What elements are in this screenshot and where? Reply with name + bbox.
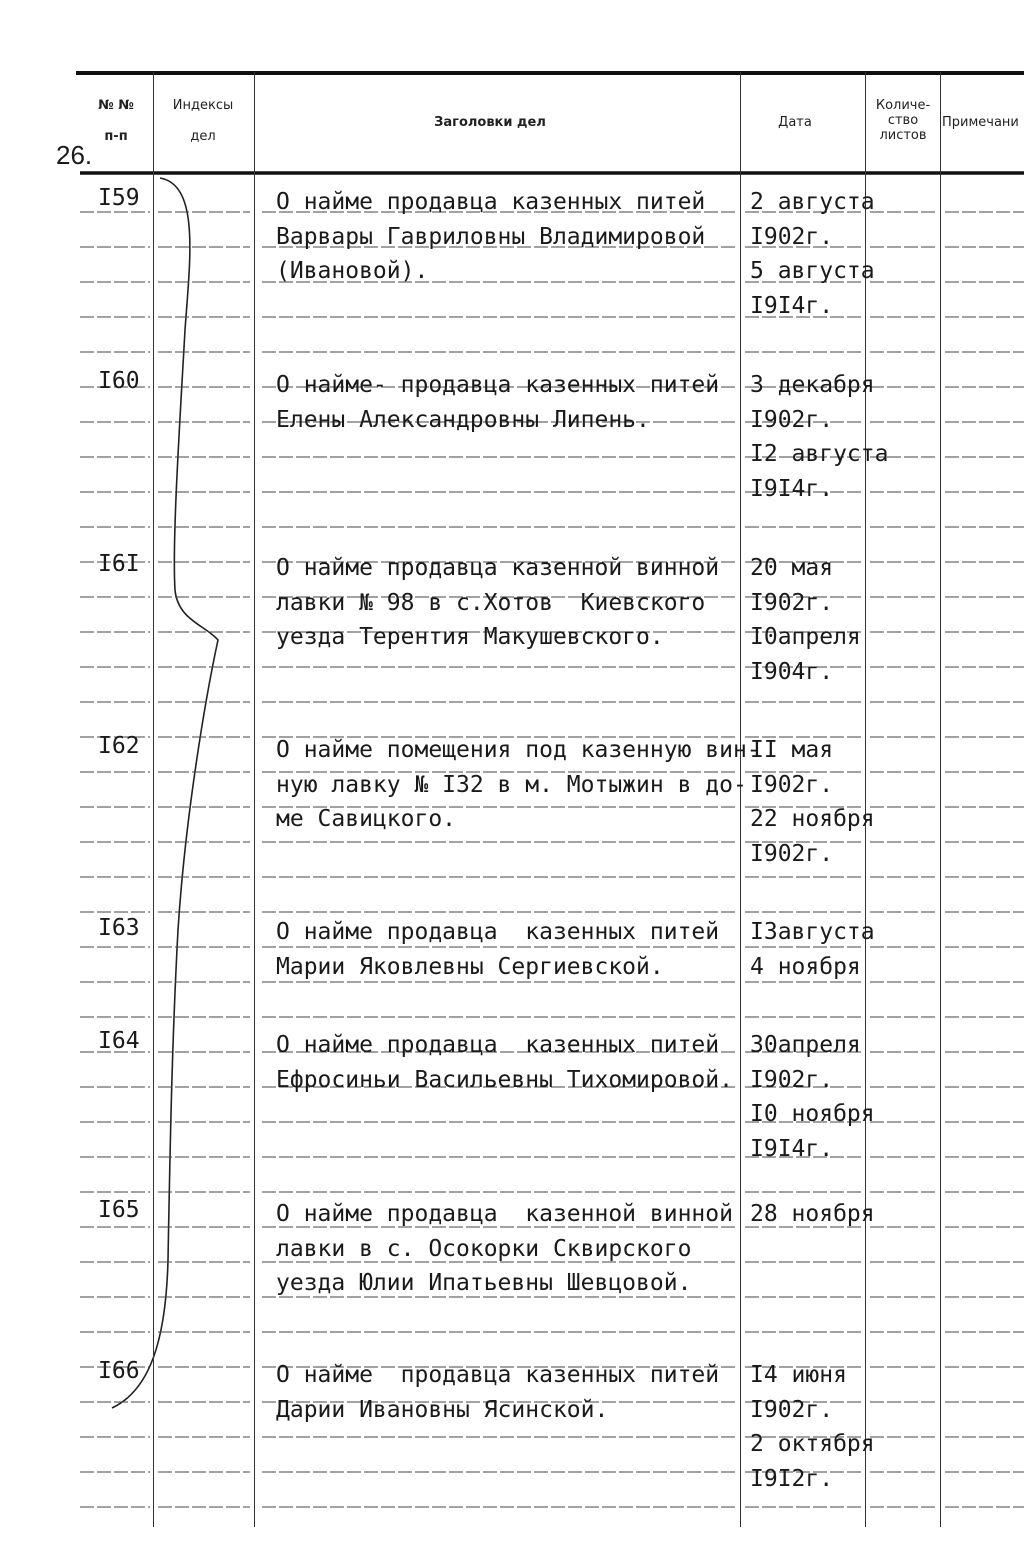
entry-title-line: Марии Яковлевны Сергиевской. [276,953,664,980]
entry-title-line: уезда Терентия Макушевского. [276,624,664,650]
header-date: Дата [778,115,812,130]
entry-title-line: О найме- продавца казенных питей [276,372,720,398]
entry-date-line: I902г. [750,1396,834,1423]
entry-date-line: I0 ноября [750,1101,875,1127]
column-divider [153,72,154,1527]
entry-date-line: I902г. [750,1066,834,1093]
entry-title-line: Ефросиньи Васильевны Тихомировой. [276,1066,733,1093]
entry-title-line: (Ивановой). [276,258,429,284]
entry-title-line: О найме продавца казенной винной [276,1201,733,1227]
column-divider [254,72,255,1527]
entry-date-line: I9I4г. [750,475,834,502]
entry-number: I59 [98,185,140,211]
entry-date-line: I2 августа [750,441,889,467]
entry-date-line: I904г. [750,658,834,685]
entry-number: I63 [98,915,140,941]
entry-date-line: I902г. [750,589,834,616]
entry-number: I62 [98,733,140,759]
entry-number: I66 [98,1358,140,1384]
header-index: Индексы дел [172,98,234,144]
header-count: Количе- ство листов [875,98,931,143]
entry-date-line: I4 июня [750,1362,847,1388]
entry-title-line: О найме продавца казенных питей [276,189,706,215]
entry-date-line: I902г. [750,223,834,250]
entry-date-line: I902г. [750,406,834,433]
entry-date-line: 2 октября [750,1431,875,1457]
entry-date-line: 4 ноября [750,953,861,980]
header-note: Примечани [942,115,1019,130]
page-number: 26. [56,140,93,170]
entry-title-line: Варвары Гавриловны Владимировой [276,223,706,250]
entry-date-line: I9I4г. [750,292,834,319]
entry-title-line: О найме продавца казенных питей [276,919,720,945]
entry-title-line: лавки № 98 в с.Хотов Киевского [276,589,706,616]
entry-date-line: I0апреля [750,624,861,650]
entry-title-line: О найме продавца казенных питей [276,1032,720,1058]
entry-date-line: I902г. [750,840,834,867]
entry-title-line: О найме помещения под казенную вин- [276,737,761,763]
entry-date-line: 5 августа [750,258,875,284]
entry-date-line: 22 ноября [750,806,875,832]
header-title: Заголовки дел [434,115,546,130]
entry-date-line: I3августа [750,919,875,945]
entry-date-line: 3 декабря [750,372,875,398]
entry-number: I64 [98,1028,140,1054]
entry-date-line: I9I2г. [750,1465,834,1492]
entry-date-line: I9I4г. [750,1135,834,1162]
entry-title-line: уезда Юлии Ипатьевны Шевцовой. [276,1270,692,1296]
column-divider [865,72,866,1527]
entry-date-line: 20 мая [750,555,834,581]
entry-date-line: I902г. [750,771,834,798]
entry-number: I6I [98,551,140,577]
column-divider [940,72,941,1527]
entry-date-line: 30апреля [750,1032,861,1058]
entry-date-line: 28 ноября [750,1201,875,1227]
entry-title-line: О найме продавца казенных питей [276,1362,720,1388]
entry-title-line: ную лавку № I32 в м. Мотыжин в до- [276,771,747,798]
entry-title-line: О найме продавца казенной винной [276,555,720,581]
entry-number: I60 [98,368,140,394]
entry-title-line: ме Савицкого. [276,806,457,832]
entry-date-line: II мая [750,737,834,763]
entry-number: I65 [98,1197,140,1223]
entry-title-line: Елены Александровны Липень. [276,406,650,433]
header-num: № № п-п [98,98,134,144]
entry-date-line: 2 августа [750,189,875,215]
entry-title-line: лавки в с. Осокорки Сквирского [276,1235,692,1262]
entry-title-line: Дарии Ивановны Ясинской. [276,1396,609,1423]
